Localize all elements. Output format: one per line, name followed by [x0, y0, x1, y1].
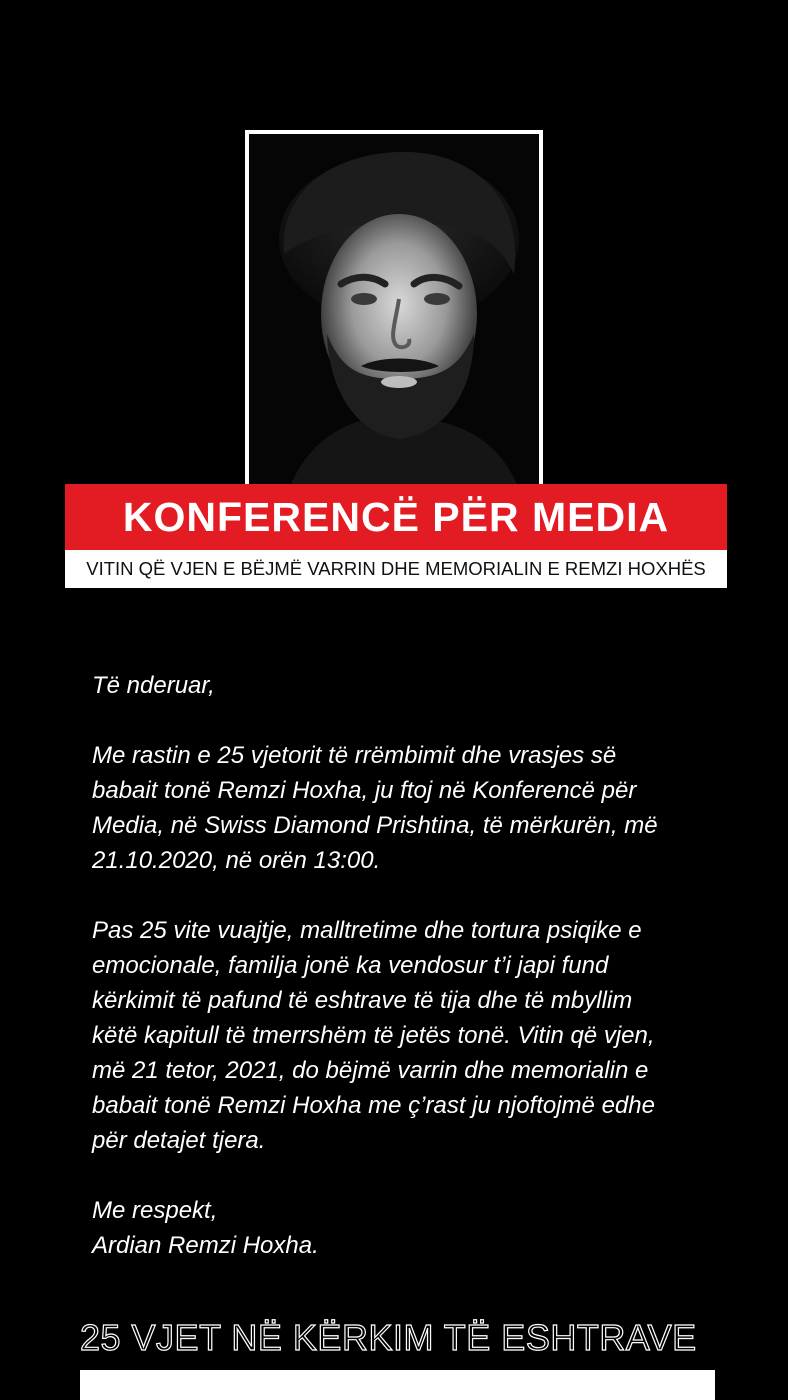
paragraph-line: Media, në Swiss Diamond Prishtina, të mërkurën, më	[92, 812, 658, 839]
portrait-photo	[245, 130, 543, 490]
footer-band	[80, 1370, 715, 1400]
paragraph-line: për detajet tjera.	[92, 1127, 266, 1154]
letter-paragraph-1	[92, 738, 732, 878]
headline-subtitle: VITIN QË VJEN E BËJMË VARRIN DHE MEMORIALIN E REMZI HOXHËS	[86, 558, 706, 579]
subheadline-banner	[65, 550, 727, 588]
closing-line: Me respekt,	[92, 1197, 218, 1224]
footer-caption: 25 VJET NË KËRKIM TË ESHTRAVE	[80, 1317, 697, 1358]
paragraph-line: emocionale, familja jonë ka vendosur t’i japi fund	[92, 952, 609, 979]
paragraph-line: Me rastin e 25 vjetorit të rrëmbimit dhe vrasjes së	[92, 742, 617, 769]
paragraph-line: babait tonë Remzi Hoxha, ju ftoj në Konferencë për	[92, 777, 637, 804]
paragraph-line: më 21 tetor, 2021, do bëjmë varrin dhe memorialin e	[92, 1057, 649, 1084]
paragraph-line: kërkimit të pafund të eshtrave të tija dhe të mbyllim	[92, 987, 633, 1014]
paragraph-line: këtë kapitull të tmerrshëm të jetës tonë. Vitin që vjen,	[92, 1022, 655, 1049]
headline-title: KONFERENCË PËR MEDIA	[122, 493, 670, 540]
letter-body	[92, 668, 732, 1298]
headline-banner	[65, 484, 727, 550]
letter-greeting	[92, 668, 732, 703]
portrait-illustration	[249, 134, 539, 490]
letter-closing	[92, 1193, 732, 1263]
letter-paragraph-2	[92, 913, 732, 1158]
paragraph-line: babait tonë Remzi Hoxha me ç’rast ju njoftojmë edhe	[92, 1092, 655, 1119]
paragraph-line: 21.10.2020, në orën 13:00.	[92, 847, 381, 874]
greeting-line: Të nderuar,	[92, 672, 215, 699]
signature-line: Ardian Remzi Hoxha.	[92, 1232, 319, 1259]
paragraph-line: Pas 25 vite vuajtje, malltretime dhe tortura psiqike e	[92, 917, 642, 944]
